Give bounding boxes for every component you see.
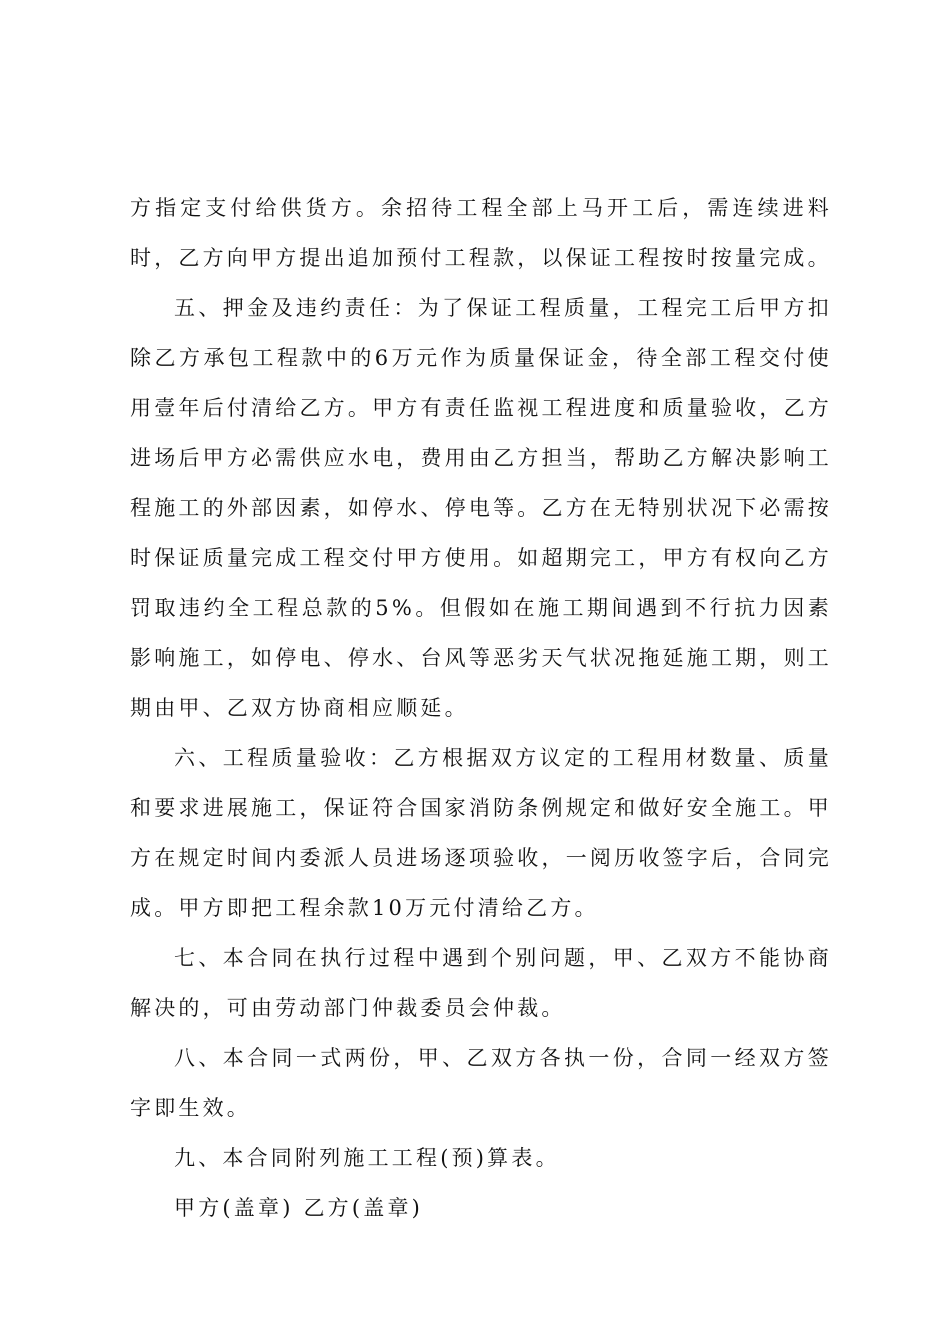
paragraph-clause-7-arbitration: 七、本合同在执行过程中遇到个别问题，甲、乙双方不能协商解决的，可由劳动部门仲裁委员会仲裁。 — [130, 946, 832, 1020]
signature-line: 甲方(盖章) 乙方(盖章) — [174, 1196, 424, 1220]
paragraph-clause-6-quality-acceptance: 六、工程质量验收：乙方根据双方议定的工程用材数量、质量和要求进展施工，保证符合国家消防条例规定和做好安全施工。甲方在规定时间内委派人员进场逐项验收，一阅历收签字后，合同完成。甲方即把工程余款10万元付清给乙方。 — [130, 746, 832, 920]
paragraph-continuation: 方指定支付给供货方。余招待工程全部上马开工后，需连续进料时，乙方向甲方提出追加预付工程款，以保证工程按时按量完成。 — [130, 196, 832, 270]
document-body — [130, 183, 832, 1233]
paragraph-clause-5-deposit-liability: 五、押金及违约责任：为了保证工程质量，工程完工后甲方扣除乙方承包工程款中的6万元作为质量保证金，待全部工程交付使用壹年后付清给乙方。甲方有责任监视工程进度和质量验收，乙方进场后甲方必需供应水电，费用由乙方担当，帮助乙方解决影响工程施工的外部因素，如停水、停电等。乙方在无特别状况下必需按时保证质量完成工程交付甲方使用。如超期完工，甲方有权向乙方罚取违约全工程总款的5%。但假如在施工期间遇到不行抗力因素影响施工，如停电、停水、台风等恶劣天气状况拖延施工期，则工期由甲、乙双方协商相应顺延。 — [130, 296, 832, 720]
paragraph-clause-8-copies: 八、本合同一式两份，甲、乙双方各执一份，合同一经双方签字即生效。 — [130, 1046, 832, 1120]
paragraph-clause-9-appendix: 九、本合同附列施工工程(预)算表。 — [174, 1146, 560, 1170]
